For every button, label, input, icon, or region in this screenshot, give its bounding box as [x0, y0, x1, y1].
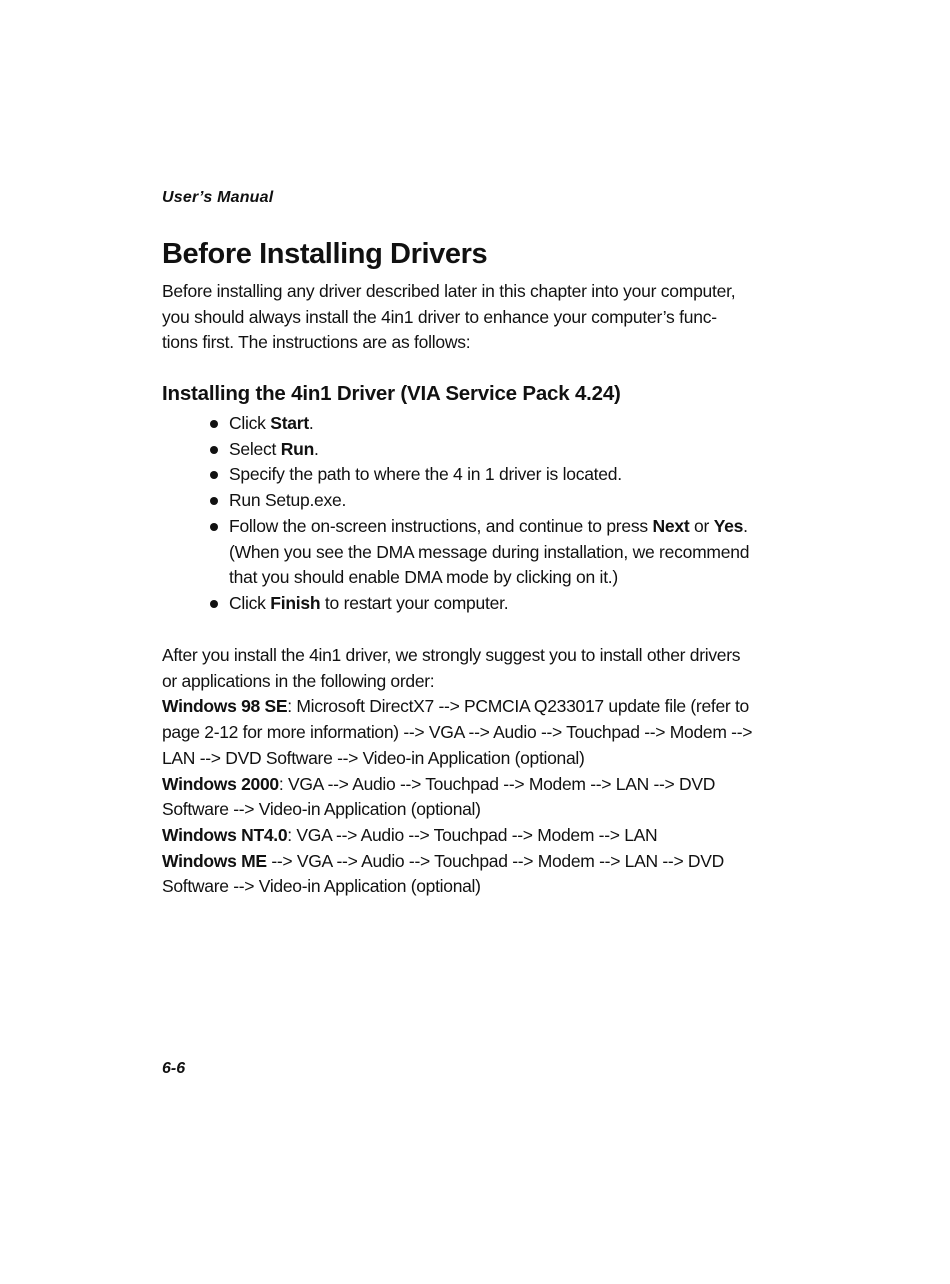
- intro-line: tions first. The instructions are as follows:: [162, 332, 471, 353]
- os-label: Windows NT4.0: [162, 824, 288, 845]
- step-text: .: [308, 413, 314, 433]
- running-header: User’s Manual: [162, 189, 274, 206]
- win98-order-line: LAN --> DVD Software --> Video-in Application (optional): [162, 747, 585, 768]
- step-text: Click: [229, 413, 271, 433]
- win98-order-line: [162, 694, 749, 720]
- order-intro-line: After you install the 4in1 driver, we strongly suggest you to install other drivers: [162, 645, 741, 665]
- win2000-order-line: Software --> Video-in Application (optional): [162, 799, 481, 820]
- bullet-icon: [210, 523, 218, 531]
- manual-page: [162, 0, 753, 1284]
- section-title: Before Installing Drivers: [162, 238, 488, 270]
- bullet-icon: [210, 420, 218, 428]
- list-item: [210, 488, 740, 514]
- step-text: Select: [229, 438, 281, 459]
- intro-line: you should always install the 4in1 driver to enhance your computer’s func-: [162, 306, 717, 327]
- winnt-order-line: [162, 823, 737, 849]
- order-intro-line: or applications in the following order:: [162, 670, 435, 691]
- step-text: or: [689, 515, 714, 536]
- winme-order-line: [162, 849, 737, 875]
- step-keyword: Yes: [713, 515, 744, 536]
- step-text: to restart your computer.: [320, 592, 509, 613]
- order-text: : VGA --> Audio --> Touchpad --> Modem --> LAN: [287, 824, 658, 845]
- install-steps-list: [210, 411, 750, 617]
- install-subtitle: Installing the 4in1 Driver (VIA Service Pack 4.24): [162, 382, 621, 405]
- order-text: : VGA --> Audio --> Touchpad --> Modem --> LAN --> DVD: [278, 773, 716, 794]
- bullet-icon: [210, 600, 218, 608]
- winme-order-line: Software --> Video-in Application (optional): [162, 876, 481, 897]
- install-order-section: [162, 643, 753, 900]
- step-keyword: Start: [270, 413, 309, 433]
- list-item: [210, 411, 740, 437]
- win98-order-line: page 2-12 for more information) --> VGA --> Audio --> Touchpad --> Modem -->: [162, 722, 753, 743]
- win2000-order-line: [162, 772, 737, 798]
- list-item: [210, 514, 750, 591]
- step-text: Follow the on-screen instructions, and continue to press: [229, 515, 653, 536]
- list-item: [210, 437, 740, 463]
- page-number: 6-6: [162, 1060, 186, 1077]
- bullet-icon: [210, 497, 218, 505]
- step-keyword: Run: [280, 438, 315, 459]
- order-text: --> VGA --> Audio --> Touchpad --> Modem --> LAN --> DVD: [266, 850, 724, 871]
- step-keyword: Next: [652, 515, 690, 536]
- os-label: Windows 98 SE: [162, 696, 288, 717]
- step-keyword: Finish: [270, 592, 321, 613]
- os-label: Windows 2000: [162, 773, 279, 794]
- step-text: Specify the path to where the 4 in 1 driver is located.: [229, 464, 622, 485]
- step-text: .: [314, 438, 319, 459]
- bullet-icon: [210, 471, 218, 479]
- intro-paragraph: [162, 279, 737, 356]
- list-item: [210, 591, 740, 617]
- bullet-icon: [210, 446, 218, 454]
- step-text: that you should enable DMA mode by clicking on it.): [229, 567, 618, 588]
- step-text: .: [743, 515, 748, 536]
- intro-line: Before installing any driver described later in this chapter into your computer,: [162, 281, 736, 301]
- step-text: (When you see the DMA message during installation, we recommend: [229, 541, 750, 562]
- os-label: Windows ME: [162, 850, 267, 871]
- order-text: : Microsoft DirectX7 --> PCMCIA Q233017 update file (refer to: [287, 696, 749, 717]
- list-item: [210, 462, 740, 488]
- step-text: Click: [229, 592, 271, 613]
- step-text: Run Setup.exe.: [229, 490, 347, 511]
